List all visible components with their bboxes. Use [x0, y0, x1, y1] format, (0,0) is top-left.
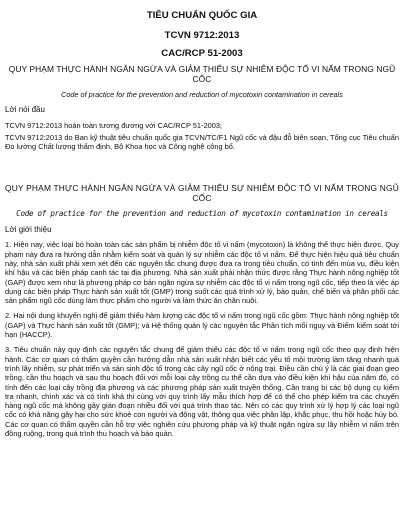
document-title-en: Code of practice for the prevention and reduction of mycotoxin contamination in cereals: [61, 90, 343, 99]
document-title-vi: QUY PHẠM THỰC HÀNH NGĂN NGỪA VÀ GIẢM THIỂU SỰ NHIỄM ĐỘC TỐ VI NẤM TRONG NGŨ CỐC: [8, 64, 396, 84]
foreword-heading: Lời nói đầu: [5, 105, 45, 114]
intro-paragraph-2: 2. Hai nội dung khuyến nghị để giảm thiểu hàm lượng các độc tố vi nấm trong ngũ cốc gồm: Thực hành nông nghiệp tốt (GAP) và Thực hành sản xuất tốt (GMP); và Hệ thống quản lý các nguyên tắc Phân tích mối nguy và Điểm kiểm soát tới hạn (HACCP).: [5, 311, 399, 340]
standard-type-heading: TIÊU CHUẨN QUỐC GIA: [146, 10, 258, 21]
intro-heading: Lời giới thiệu: [5, 224, 52, 234]
standard-number-heading: TCVN 9712:2013: [164, 30, 240, 41]
body-title-en: Code of practice for the prevention and reduction of mycotoxin contamination in cereals: [16, 209, 388, 219]
cac-number-heading: CAC/RCP 51-2003: [161, 48, 243, 59]
foreword-paragraph-2: TCVN 9712:2013 do Ban kỹ thuật tiêu chuẩn quốc gia TCVN/TC/F1 Ngũ cốc và đậu đỗ biên soạn, Tổng cục Tiêu chuẩn Đo lường Chất lượng thẩm định, Bộ Khoa học và Công nghệ công bố.: [5, 132, 399, 152]
intro-paragraph-3: 3. Tiêu chuẩn này quy định các nguyên tắc chung để giảm thiểu các độc tố vi nấm trong ngũ cốc theo quy định hiện hành. Các cơ quan có thẩm quyền cần hướng dẫn nhà sản xuất nhận biết các yếu tố môi trường làm tăng nhanh quá trình lây nhiễm, sự phát triển và sản sinh độc tố trong các cây ngũ cốc ở nông trại. Điều cần chú ý là các giai đoạn gieo trồng, cần thu hoạch và sau thu hoạch đối với mỗi loại cây trồng cụ thể cần dựa vào điều kiện khí hậu của năm đó, có tính đến các loại cây trồng địa phương và các phương pháp sản xuất truyền thống. Cần trang bị các bộ dụng cụ kiểm tra nhanh, chính xác và có tính khả thi cùng với quy trình lấy mẫu thích hợp để có thể cho phép kiểm tra các chuyến hàng ngũ cốc mà không gây gián đoạn nhiều đối với quá trình thao tác. Nên có các quy trình xử lý hợp lý các loại ngũ cốc có khả năng gây hại cho sức khoẻ con người và động vật, thông qua việc phân lập, khắc phục, thu hồi hoặc hủy bỏ. Các cơ quan có thẩm quyền cần hỗ trợ việc nghiên cứu phương pháp và kỹ thuật ngăn ngừa sự lây nhiễm vi nấm trên đồng ruộng, trong quá trình thu hoạch và bảo quản.: [5, 345, 399, 439]
intro-paragraph-1: 1. Hiện nay, việc loại bỏ hoàn toàn các sản phẩm bị nhiễm độc tố vi nấm (mycotoxin) là không thể thực hiện được. Quy phạm này đưa ra hướng dẫn nhằm kiểm soát và quản lý sự nhiễm các độc tố vi nấm. Để thực hiện hiệu quả tiêu chuẩn này, nhà sản xuất phải xem xét đến các nguyên tắc chung được đưa ra trong tiêu chuẩn, có tính đến mùa vụ, điều kiện khí hậu và các biện pháp canh tác tại địa phương. Nhà sản xuất phải nhận thức được rằng Thực hành nông nghiệp tốt (GAP) được xem như là phương pháp cơ bản ngăn ngừa sự nhiễm các độc tố vi nấm trong ngũ cốc, tiếp theo là việc áp dụng các biện pháp Thực hành sản xuất tốt (GMP) trong suốt các quá trình xử lý, bảo quản, chế biến và phân phối các sản phẩm ngũ cốc dùng làm thực phẩm cho người và làm thức ăn chăn nuôi.: [5, 240, 399, 306]
body-title-vi: QUY PHẠM THỰC HÀNH NGĂN NGỪA VÀ GIẢM THIỂU SỰ NHIỄM ĐỘC TỐ VI NẤM TRONG NGŨ CỐC: [5, 183, 399, 204]
foreword-paragraph-1: TCVN 9712:2013 hoàn toàn tương đương với CAC/RCP 51-2003;: [5, 120, 222, 130]
